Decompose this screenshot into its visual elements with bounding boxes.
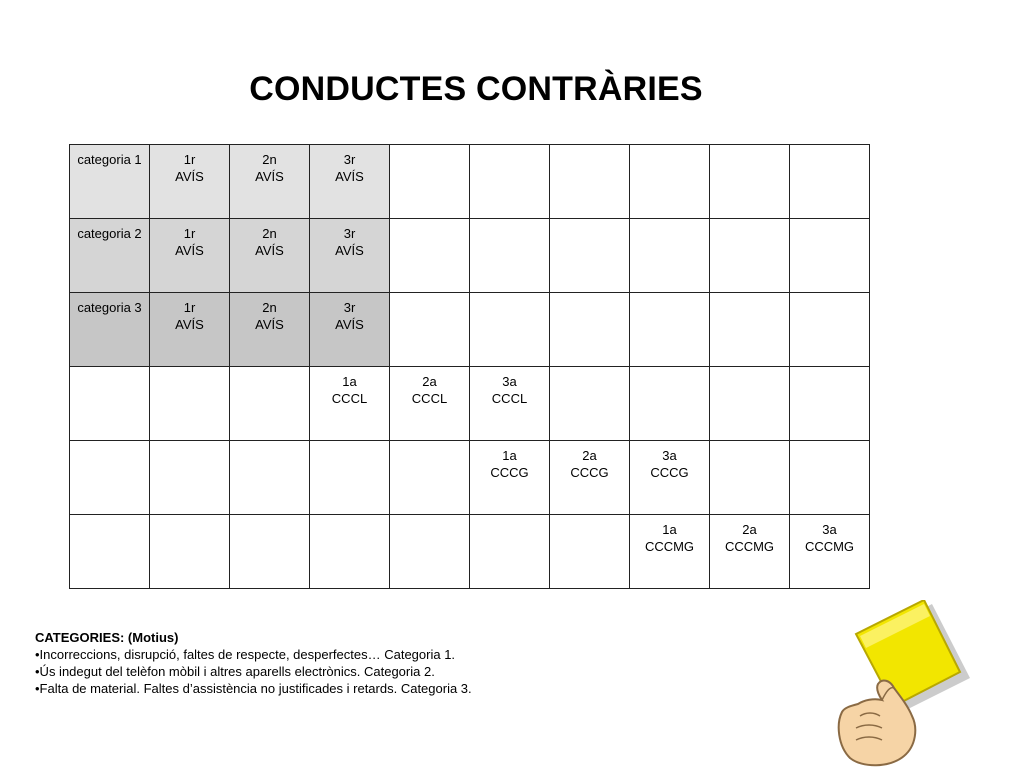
grid-cell — [230, 515, 310, 589]
legend-heading: CATEGORIES: (Motius) — [35, 630, 179, 645]
grid-cell — [630, 367, 710, 441]
grid-cell: 3a CCCL — [470, 367, 550, 441]
grid-cell — [390, 515, 470, 589]
grid-cell: 2n AVÍS — [230, 219, 310, 293]
grid-cell — [790, 293, 870, 367]
grid-cell: 2n AVÍS — [230, 145, 310, 219]
legend-item: •Ús indegut del telèfon mòbil i altres aparells electrònics. Categoria 2. — [35, 664, 435, 679]
grid-cell — [310, 441, 390, 515]
grid-row — [70, 441, 870, 515]
grid-cell — [790, 219, 870, 293]
grid-cell — [470, 515, 550, 589]
grid-cell — [150, 367, 230, 441]
grid-cell — [390, 219, 470, 293]
grid-row — [70, 145, 870, 219]
grid-cell — [70, 441, 150, 515]
grid-cell — [630, 219, 710, 293]
grid-row — [70, 515, 870, 589]
grid-cell: 2a CCCMG — [710, 515, 790, 589]
grid-cell — [230, 441, 310, 515]
grid-cell — [710, 367, 790, 441]
grid-cell — [390, 145, 470, 219]
grid-cell — [470, 145, 550, 219]
grid-cell — [230, 367, 310, 441]
grid-cell — [790, 441, 870, 515]
grid-cell — [630, 293, 710, 367]
grid-cell: 2n AVÍS — [230, 293, 310, 367]
grid-cell — [70, 367, 150, 441]
grid-cell: categoria 2 — [70, 219, 150, 293]
grid-cell: categoria 1 — [70, 145, 150, 219]
grid-cell — [630, 145, 710, 219]
grid-cell: 1r AVÍS — [150, 145, 230, 219]
grid-cell — [70, 515, 150, 589]
legend-item: •Falta de material. Faltes d’assistència no justificades i retards. Categoria 3. — [35, 681, 472, 696]
grid-cell: 3r AVÍS — [310, 293, 390, 367]
grid-cell: 3r AVÍS — [310, 145, 390, 219]
grid-cell — [550, 515, 630, 589]
categories-legend — [35, 629, 472, 697]
yellow-card-hand-icon — [820, 600, 980, 768]
grid-cell — [790, 367, 870, 441]
grid-row — [70, 293, 870, 367]
grid-cell — [550, 293, 630, 367]
grid-cell: 3r AVÍS — [310, 219, 390, 293]
grid-cell — [550, 145, 630, 219]
grid-cell — [550, 367, 630, 441]
grid-cell — [150, 441, 230, 515]
grid-row — [70, 367, 870, 441]
grid-cell: 1a CCCMG — [630, 515, 710, 589]
grid-cell: 2a CCCL — [390, 367, 470, 441]
grid-cell: 1r AVÍS — [150, 219, 230, 293]
grid-cell: 1a CCCL — [310, 367, 390, 441]
grid-cell — [470, 293, 550, 367]
grid-cell — [390, 441, 470, 515]
grid-cell: 3a CCCMG — [790, 515, 870, 589]
grid-cell — [150, 515, 230, 589]
page-title: CONDUCTES CONTRÀRIES — [249, 70, 703, 108]
grid-cell — [710, 293, 790, 367]
grid-cell — [790, 145, 870, 219]
sanctions-grid — [69, 144, 870, 589]
grid-cell: categoria 3 — [70, 293, 150, 367]
grid-cell — [470, 219, 550, 293]
grid-cell — [390, 293, 470, 367]
grid-cell — [310, 515, 390, 589]
grid-cell — [710, 441, 790, 515]
grid-cell: 2a CCCG — [550, 441, 630, 515]
grid-cell — [710, 219, 790, 293]
grid-cell — [710, 145, 790, 219]
grid-cell: 3a CCCG — [630, 441, 710, 515]
grid-cell — [550, 219, 630, 293]
grid-row — [70, 219, 870, 293]
legend-item: •Incorreccions, disrupció, faltes de respecte, desperfectes… Categoria 1. — [35, 647, 456, 662]
grid-cell: 1a CCCG — [470, 441, 550, 515]
grid-cell: 1r AVÍS — [150, 293, 230, 367]
